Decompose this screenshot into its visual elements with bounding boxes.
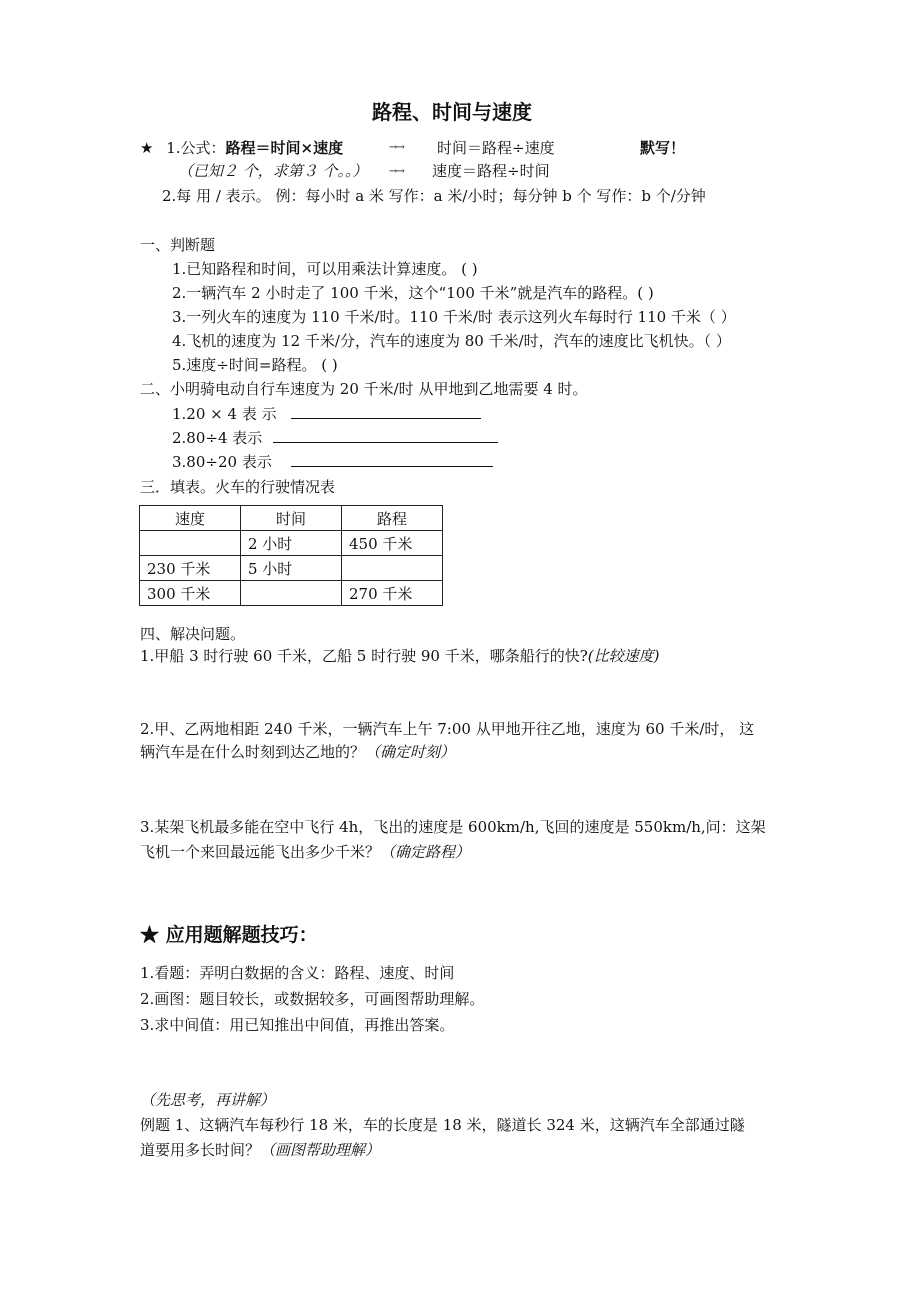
judge-item: 1.已知路程和时间，可以用乘法计算速度。 ( ): [172, 260, 478, 278]
table-row: [140, 556, 443, 581]
time-formula: 时间＝路程÷速度: [437, 139, 555, 157]
formula-notation: 2.每 用 / 表示。 例：每小时 a 米 写作：a 米/小时；每分钟 b 个 写作：b 个/分钟: [162, 187, 706, 205]
page-title: 路程、时间与速度: [372, 100, 532, 124]
fill-item-label: 1.20 × 4 表 示: [172, 405, 277, 423]
table-cell: 270 千米: [342, 581, 443, 606]
section1-heading: 一、判断题: [140, 236, 216, 254]
table-header-row: [140, 506, 443, 531]
table-cell: 230 千米: [140, 556, 241, 581]
question-hint: （确定时刻）: [365, 743, 456, 761]
formula-note: （已知２ 个，求第３ 个。。）: [178, 162, 368, 180]
question-text: 1.甲船 3 时行驶 60 千米，乙船 5 时行驶 90 千米，哪条船行的快?: [140, 647, 588, 665]
judge-item: 3.一列火车的速度为 110 千米/时。110 千米/时 表示这列火车每时行 110 千米（ ）: [172, 308, 736, 326]
formula-line: [140, 138, 343, 158]
formula-prefix: 1.公式：: [166, 139, 226, 157]
train-table: [139, 505, 443, 606]
table-cell[interactable]: [140, 531, 241, 556]
tip-item: 3.求中间值：用已知推出中间值，再推出答案。: [140, 1016, 455, 1034]
question-hint: (比较速度): [587, 647, 660, 665]
header-speed: 速度: [140, 506, 241, 531]
header-time: 时间: [241, 506, 342, 531]
question-3-line2: [140, 842, 470, 862]
question-text: 飞机一个来回最远能飞出多少千米？: [140, 843, 381, 861]
table-row: [140, 581, 443, 606]
question-2-line2: [140, 742, 455, 762]
fill-item-label: 3.80÷20 表示: [172, 453, 272, 471]
example-line1: 例题 1、这辆汽车每秒行 18 米，车的长度是 18 米，隧道长 324 米，这辆汽车全部通过隧: [140, 1116, 745, 1134]
fill-item-label: 2.80÷4 表示: [172, 429, 263, 447]
table-cell[interactable]: [241, 581, 342, 606]
arrow-icon: →→: [389, 142, 404, 153]
tip-item: 2.画图：题目较长，或数据较多，可画图帮助理解。: [140, 990, 485, 1008]
table-cell[interactable]: [342, 556, 443, 581]
fill-item: [172, 452, 493, 472]
table-row: [140, 531, 443, 556]
example-note: （先思考，再讲解）: [140, 1091, 276, 1109]
section3-heading: 三．填表。火车的行驶情况表: [140, 478, 336, 496]
section2-heading: 二、小明骑电动自行车速度为 20 千米/时 从甲地到乙地需要 4 时。: [140, 380, 588, 398]
question-hint: （确定路程）: [380, 843, 471, 861]
judge-item: 4.飞机的速度为 12 千米/分，汽车的速度为 80 千米/时，汽车的速度比飞机快。（ ）: [172, 332, 731, 350]
arrow-icon: →→: [389, 166, 404, 177]
question-3-line1: [140, 817, 766, 837]
example-line2: [140, 1140, 380, 1160]
judge-item: 5.速度÷时间=路程。 ( ): [172, 356, 338, 374]
table-cell: 300 千米: [140, 581, 241, 606]
question-2-line1: 2.甲、乙两地相距 240 千米，一辆汽车上午 7:00 从甲地开往乙地，速度为 60 千米/时， 这: [140, 720, 755, 738]
judge-item: 2.一辆汽车 2 小时走了 100 千米，这个“100 千米”就是汽车的路程。( ): [172, 284, 654, 302]
star-icon: ★: [140, 139, 154, 157]
example-text: 道要用多长时间？: [140, 1141, 261, 1159]
table-cell: 450 千米: [342, 531, 443, 556]
table-cell: 5 小时: [241, 556, 342, 581]
dictation-label: 默写！: [640, 139, 686, 157]
formula-main: 路程＝时间×速度: [225, 139, 344, 157]
answer-blank[interactable]: [291, 404, 481, 419]
fill-item: [172, 428, 498, 448]
header-distance: 路程: [342, 506, 443, 531]
speed-formula: 速度＝路程÷时间: [432, 162, 550, 180]
section4-heading: 四、解决问题。: [140, 625, 246, 643]
tip-item: 1.看题：弄明白数据的含义：路程、速度、时间: [140, 964, 455, 982]
answer-blank[interactable]: [291, 452, 493, 467]
example-hint: （画图帮助理解）: [260, 1141, 381, 1159]
tips-heading: ★ 应用题解题技巧：: [140, 924, 318, 946]
fill-item: [172, 404, 481, 424]
question-text: 辆汽车是在什么时刻到达乙地的？: [140, 743, 366, 761]
answer-blank[interactable]: [273, 428, 498, 443]
question-text: 3.某架飞机最多能在空中飞行 4h，飞出的速度是 600km/h,飞回的速度是 550km/h,问：这架: [140, 818, 766, 836]
question-1: [140, 646, 659, 666]
table-cell: 2 小时: [241, 531, 342, 556]
